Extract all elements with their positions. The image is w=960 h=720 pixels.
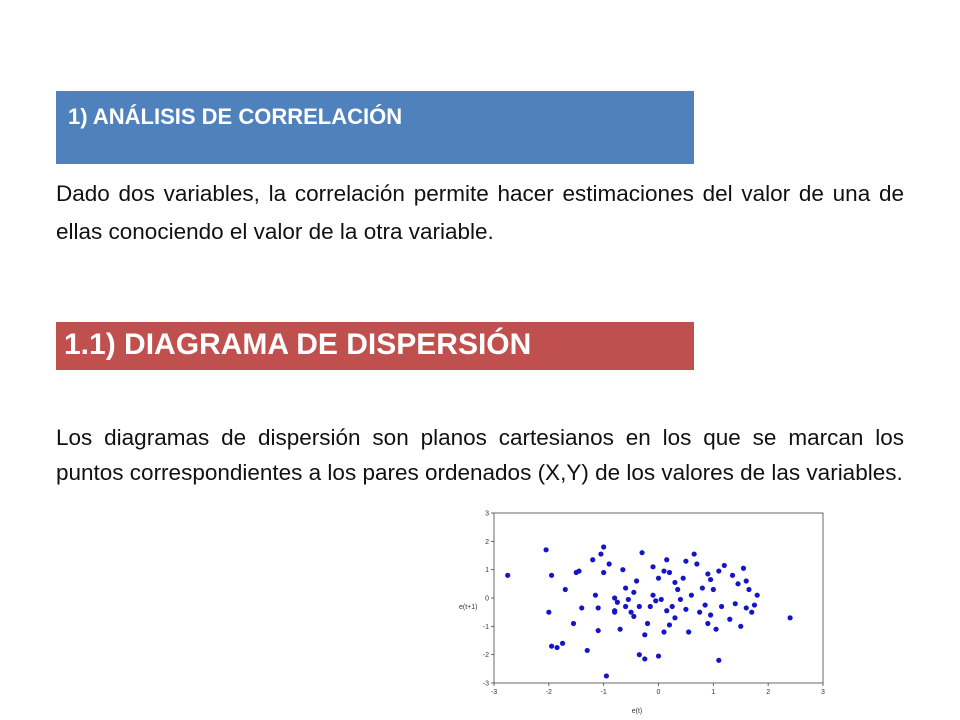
scatter-point (749, 610, 754, 615)
y-tick-label: 2 (485, 538, 489, 546)
scatter-point (631, 614, 636, 619)
scatter-point (549, 573, 554, 578)
scatter-point (730, 573, 735, 578)
scatter-point (667, 570, 672, 575)
scatter-point (672, 615, 677, 620)
scatter-point (719, 604, 724, 609)
y-tick-label: -2 (482, 652, 489, 660)
scatter-point (596, 605, 601, 610)
scatter-point (716, 658, 721, 663)
scatter-point (648, 604, 653, 609)
scatter-point (650, 564, 655, 569)
section1-heading-banner (56, 91, 694, 164)
scatter-point (634, 578, 639, 583)
scatter-point (563, 587, 568, 592)
scatter-point (546, 610, 551, 615)
scatter-point (576, 568, 581, 573)
scatter-point (604, 673, 609, 678)
plot-points (505, 544, 793, 678)
scatter-point (623, 604, 628, 609)
x-tick-label: -3 (490, 689, 498, 696)
x-axis-label: e(t) (631, 708, 643, 715)
scatter-point (543, 547, 548, 552)
scatter-point (697, 610, 702, 615)
scatter-point (675, 587, 680, 592)
scatter-point (716, 568, 721, 573)
y-tick-label: -1 (482, 623, 489, 631)
scatter-point (700, 585, 705, 590)
y-tick-label: 0 (485, 595, 489, 603)
scatter-point (664, 608, 669, 613)
scatter-point (505, 573, 510, 578)
x-tick-label: 1 (711, 689, 716, 696)
scatter-point (670, 604, 675, 609)
scatter-point (549, 644, 554, 649)
scatter-point (788, 615, 793, 620)
x-tick-label: 2 (766, 689, 771, 696)
scatter-point (746, 587, 751, 592)
scatter-plot (455, 505, 835, 717)
y-axis-label: e(t+1) (459, 604, 478, 611)
section2-paragraph: Los diagramas de dispersión son planos cartesianos en los que se marcan los puntos correspondientes a los pares ordenados (X,Y) de los valores de las variables. (56, 425, 904, 485)
scatter-point (554, 645, 559, 650)
scatter-point (744, 578, 749, 583)
scatter-point (596, 628, 601, 633)
y-tick-label: 3 (485, 510, 489, 518)
scatter-point (708, 612, 713, 617)
scatter-point (637, 604, 642, 609)
x-tick-label: 0 (656, 689, 661, 696)
scatter-point (593, 593, 598, 598)
plot-axes (483, 511, 825, 697)
scatter-point (598, 551, 603, 556)
scatter-point (755, 593, 760, 598)
scatter-point (689, 593, 694, 598)
scatter-point (642, 656, 647, 661)
scatter-point (560, 641, 565, 646)
scatter-point (590, 557, 595, 562)
section2-heading: 1.1) DIAGRAMA DE DISPERSIÓN (64, 328, 532, 361)
x-tick-label: -2 (545, 689, 552, 696)
scatter-point (664, 557, 669, 562)
scatter-point (659, 597, 664, 602)
scatter-point (735, 581, 740, 586)
scatter-point (686, 629, 691, 634)
scatter-point (626, 597, 631, 602)
section2-heading-banner (56, 322, 694, 370)
scatter-point (708, 577, 713, 582)
scatter-point (631, 590, 636, 595)
scatter-point (733, 601, 738, 606)
section1-heading: 1) ANÁLISIS DE CORRELACIÓN (68, 104, 403, 129)
scatter-point (623, 585, 628, 590)
scatter-point (607, 561, 612, 566)
scatter-point (650, 593, 655, 598)
scatter-point (620, 567, 625, 572)
scatter-point (692, 551, 697, 556)
scatter-point (744, 605, 749, 610)
x-tick-label: 3 (821, 689, 825, 696)
scatter-point (711, 587, 716, 592)
scatter-point (727, 617, 732, 622)
section1-paragraph: Dado dos variables, la correlación permite hacer estimaciones del valor de una de ellas conociendo el valor de la otra variable. (56, 181, 904, 244)
y-tick-label: 1 (485, 567, 489, 575)
scatter-point (741, 566, 746, 571)
x-tick-label: -1 (600, 689, 607, 696)
scatter-point (683, 607, 688, 612)
scatter-point (672, 580, 677, 585)
scatter-point (667, 622, 672, 627)
scatter-point (703, 602, 708, 607)
scatter-point (612, 608, 617, 613)
scatter-point (642, 632, 647, 637)
scatter-point (738, 624, 743, 629)
scatter-point (618, 627, 623, 632)
scatter-point (752, 602, 757, 607)
scatter-point (683, 559, 688, 564)
scatter-point (661, 568, 666, 573)
scatter-point (615, 600, 620, 605)
scatter-point (585, 648, 590, 653)
scatter-point (705, 621, 710, 626)
scatter-point (637, 652, 642, 657)
scatter-point (645, 621, 650, 626)
scatter-point (639, 550, 644, 555)
scatter-point (681, 576, 686, 581)
scatter-point (713, 627, 718, 632)
scatter-point (601, 570, 606, 575)
scatter-point (579, 605, 584, 610)
scatter-point (705, 571, 710, 576)
scatter-point (656, 653, 661, 658)
scatter-point (722, 563, 727, 568)
scatter-point (656, 576, 661, 581)
scatter-point (661, 629, 666, 634)
scatter-point (571, 621, 576, 626)
scatter-point (653, 598, 658, 603)
y-tick-label: -3 (482, 680, 489, 688)
scatter-point (678, 597, 683, 602)
scatter-point (694, 561, 699, 566)
scatter-point (601, 544, 606, 549)
